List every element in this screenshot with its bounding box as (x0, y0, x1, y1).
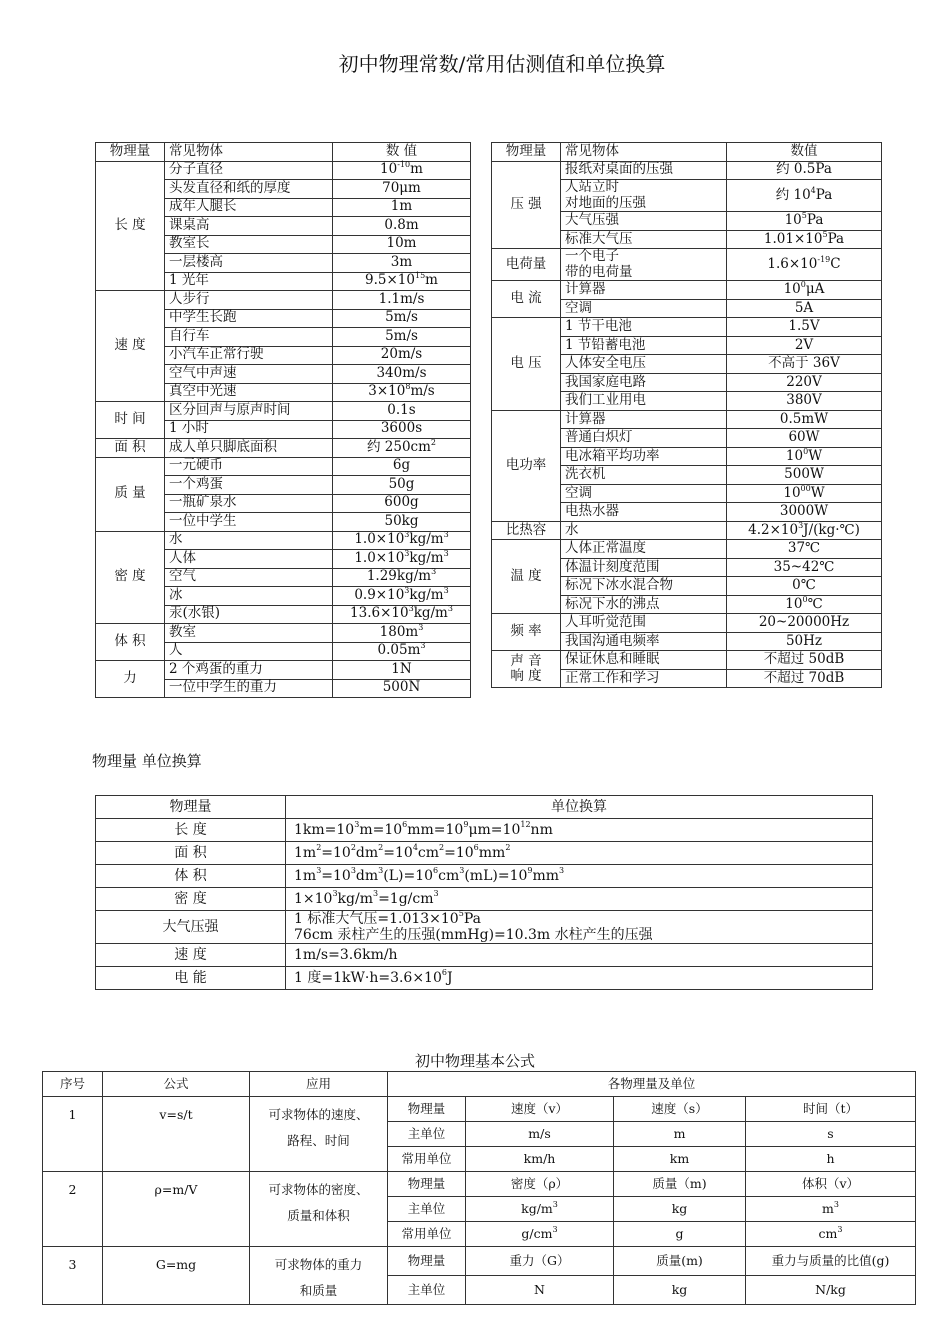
table-row (492, 161, 882, 180)
conversion-cell: $1km=10^3m=10^6mm=10^9\mu m=10^{12}nm$ (286, 819, 873, 842)
value-cell: $10^0℃$ (727, 595, 882, 614)
quantity-cell: 电 流 (492, 281, 561, 318)
unit-cell: 重力（G） (466, 1247, 614, 1276)
unit-cell: $m^3$ (746, 1197, 916, 1222)
table-row (96, 661, 471, 680)
unit-cell: km (614, 1147, 746, 1172)
estimates-table-left (95, 142, 471, 698)
value-cell: 1N (333, 661, 471, 680)
unit-cell: $cm^3$ (746, 1222, 916, 1247)
object-cell: 成人单只脚底面积 (165, 439, 333, 458)
table-row (96, 911, 873, 944)
table-row (492, 614, 882, 633)
estimates-table-right (491, 142, 882, 688)
value-cell: 3600s (333, 420, 471, 439)
object-cell: 保证休息和睡眠 (561, 651, 727, 670)
page-title: 初中物理常数/常用估测值和单位换算 (338, 52, 666, 76)
object-cell: 空调 (561, 484, 727, 503)
object-cell: 区分回声与原声时间 (165, 402, 333, 421)
object-cell: 空气中声速 (165, 365, 333, 384)
value-cell: 1.1m/s (333, 291, 471, 310)
table-row (492, 281, 882, 300)
value-cell: 20~20000Hz (727, 614, 882, 633)
object-cell: 计算器 (561, 410, 727, 429)
column-header: 各物理量及单位 (388, 1072, 916, 1097)
unit-cell: 速度（v） (466, 1097, 614, 1122)
object-cell: 水 (561, 521, 727, 540)
value-cell: $1.01\times 10^5Pa$ (727, 230, 882, 249)
unit-cell: 物理量 (388, 1247, 466, 1276)
table-row (96, 944, 873, 967)
quantity-cell: 温 度 (492, 540, 561, 614)
unit-cell: km/h (466, 1147, 614, 1172)
table-row (96, 457, 471, 476)
object-cell: 教室 (165, 624, 333, 643)
object-cell: 1 节干电池 (561, 318, 727, 337)
quantity-cell: 电 压 (492, 318, 561, 411)
column-header: 公式 (103, 1072, 250, 1097)
column-header: 物理量 (96, 143, 165, 162)
table-row (96, 531, 471, 550)
value-cell: 50g (333, 476, 471, 495)
object-cell: 自行车 (165, 328, 333, 347)
quantity-cell: 时 间 (96, 402, 165, 439)
value-cell: 0℃ (727, 577, 882, 596)
value-cell: $13.6\times 10^3kg/m^3$ (333, 605, 471, 624)
object-cell: 体温计刻度范围 (561, 558, 727, 577)
table-row (96, 819, 873, 842)
conversion-cell: 1 度$=1kW\cdot h=3.6\times 10^6J$ (286, 967, 873, 990)
object-cell: 教室长 (165, 235, 333, 254)
object-cell: 人体安全电压 (561, 355, 727, 374)
quantity-cell: 力 (96, 661, 165, 698)
object-cell: 一瓶矿泉水 (165, 494, 333, 513)
conversion-cell: $1m^3=10^3dm^3(L)=10^6cm^3(mL)=10^9mm^3$ (286, 865, 873, 888)
value-cell: 60W (727, 429, 882, 448)
quantity-cell: 电功率 (492, 410, 561, 521)
header-row (492, 143, 882, 162)
table-row (492, 410, 882, 429)
object-cell: 空调 (561, 299, 727, 318)
value-cell: $0.05m^3$ (333, 642, 471, 661)
value-cell: $1.0\times 10^3kg/m^3$ (333, 550, 471, 569)
formula-cell: G=mg (103, 1247, 250, 1305)
quantity-cell: 声 音 响 度 (492, 651, 561, 688)
value-cell: 5A (727, 299, 882, 318)
value-cell: 37℃ (727, 540, 882, 559)
object-cell: 一个电子 带的电荷量 (561, 249, 727, 281)
object-cell: 头发直径和纸的厚度 (165, 180, 333, 199)
unit-cell: N/kg (746, 1276, 916, 1305)
object-cell: 空气 (165, 568, 333, 587)
table-row (96, 967, 873, 990)
object-cell: 洗衣机 (561, 466, 727, 485)
value-cell: 35~42℃ (727, 558, 882, 577)
object-cell: 分子直径 (165, 161, 333, 180)
quantity-cell: 电 能 (96, 967, 286, 990)
unit-cell: 重力与质量的比值(g) (746, 1247, 916, 1276)
application-cell: 可求物体的重力 和质量 (250, 1247, 388, 1305)
value-cell: 220V (727, 373, 882, 392)
object-cell: 一层楼高 (165, 254, 333, 273)
value-cell: 约 $250cm^2$ (333, 439, 471, 458)
table-row (492, 651, 882, 670)
table-row (492, 540, 882, 559)
column-header: 单位换算 (286, 796, 873, 819)
value-cell: 0.5mW (727, 410, 882, 429)
object-cell: 一位中学生的重力 (165, 679, 333, 698)
quantity-cell: 频 率 (492, 614, 561, 651)
value-cell: 2V (727, 336, 882, 355)
table-row (96, 865, 873, 888)
value-cell: 约 $10^4Pa$ (727, 180, 882, 212)
object-cell: 2 个鸡蛋的重力 (165, 661, 333, 680)
unit-cell: kg (614, 1197, 746, 1222)
header-row (96, 796, 873, 819)
object-cell: 汞(水银) (165, 605, 333, 624)
column-header: 物理量 (96, 796, 286, 819)
value-cell: 5m/s (333, 309, 471, 328)
unit-cell: 主单位 (388, 1197, 466, 1222)
quantity-cell: 体 积 (96, 865, 286, 888)
quantity-cell: 压 强 (492, 161, 561, 249)
column-header: 数值 (727, 143, 882, 162)
value-cell: $10^{-10}m$ (333, 161, 471, 180)
unit-cell: 质量（m) (614, 1172, 746, 1197)
unit-cell: $kg/m^3$ (466, 1197, 614, 1222)
object-cell: 人体正常温度 (561, 540, 727, 559)
value-cell: $1.6\times 10^{-19}C$ (727, 249, 882, 281)
column-header: 常见物体 (165, 143, 333, 162)
column-header: 序号 (43, 1072, 103, 1097)
value-cell: 340m/s (333, 365, 471, 384)
unit-cell: 常用单位 (388, 1222, 466, 1247)
object-cell: 小汽车正常行驶 (165, 346, 333, 365)
unit-cell: 速度（s） (614, 1097, 746, 1122)
object-cell: 一位中学生 (165, 513, 333, 532)
unit-conversion-heading: 物理量 单位换算 (92, 752, 202, 770)
table-row (96, 842, 873, 865)
value-cell: 500W (727, 466, 882, 485)
value-cell: 20m/s (333, 346, 471, 365)
object-cell: 标况下水的沸点 (561, 595, 727, 614)
unit-cell: $g/cm^3$ (466, 1222, 614, 1247)
table-row (492, 521, 882, 540)
quantity-cell: 速 度 (96, 944, 286, 967)
value-cell: 3m (333, 254, 471, 273)
quantity-cell: 密 度 (96, 888, 286, 911)
application-cell: 可求物体的速度、 路程、时间 (250, 1097, 388, 1172)
unit-cell: g (614, 1222, 746, 1247)
object-cell: 冰 (165, 587, 333, 606)
value-cell: 50kg (333, 513, 471, 532)
object-cell: 我们工业用电 (561, 392, 727, 411)
value-cell: 0.1s (333, 402, 471, 421)
object-cell: 大气压强 (561, 212, 727, 231)
quantity-cell: 比热容 (492, 521, 561, 540)
object-cell: 我国沟通电频率 (561, 632, 727, 651)
object-cell: 我国家庭电路 (561, 373, 727, 392)
value-cell: $4.2\times 10^3J/(kg\cdot℃)$ (727, 521, 882, 540)
quantity-cell: 面 积 (96, 439, 165, 458)
application-cell: 可求物体的密度、 质量和体积 (250, 1172, 388, 1247)
unit-cell: m (614, 1122, 746, 1147)
unit-cell: h (746, 1147, 916, 1172)
formula-cell: ρ=m/V (103, 1172, 250, 1247)
object-cell: 电热水器 (561, 503, 727, 522)
unit-cell: 主单位 (388, 1122, 466, 1147)
object-cell: 中学生长跑 (165, 309, 333, 328)
object-cell: 报纸对桌面的压强 (561, 161, 727, 180)
quantity-cell: 电荷量 (492, 249, 561, 281)
unit-cell: s (746, 1122, 916, 1147)
unit-cell: m/s (466, 1122, 614, 1147)
object-cell: 成年人腿长 (165, 198, 333, 217)
object-cell: 人体 (165, 550, 333, 569)
column-header: 常见物体 (561, 143, 727, 162)
unit-cell: 体积（v） (746, 1172, 916, 1197)
conversion-cell: 1m/s=3.6km/h (286, 944, 873, 967)
object-cell: 人 (165, 642, 333, 661)
value-cell: $10^5Pa$ (727, 212, 882, 231)
header-row (43, 1072, 916, 1097)
value-cell: 380V (727, 392, 882, 411)
table-row (43, 1172, 916, 1197)
value-cell: 10m (333, 235, 471, 254)
object-cell: 一元硬币 (165, 457, 333, 476)
unit-cell: 常用单位 (388, 1147, 466, 1172)
column-header: 物理量 (492, 143, 561, 162)
table-row (96, 402, 471, 421)
table-row (492, 318, 882, 337)
formula-cell: v=s/t (103, 1097, 250, 1172)
unit-cell: 时间（t） (746, 1097, 916, 1122)
value-cell: 1m (333, 198, 471, 217)
unit-cell: 物理量 (388, 1097, 466, 1122)
value-cell: 约 0.5Pa (727, 161, 882, 180)
object-cell: 电冰箱平均功率 (561, 447, 727, 466)
object-cell: 1 节铅蓄电池 (561, 336, 727, 355)
object-cell: 人站立时 对地面的压强 (561, 180, 727, 212)
table-row (96, 888, 873, 911)
value-cell: $0.9\times 10^3kg/m^3$ (333, 587, 471, 606)
value-cell: 500N (333, 679, 471, 698)
object-cell: 计算器 (561, 281, 727, 300)
table-row (96, 161, 471, 180)
value-cell: 0.8m (333, 217, 471, 236)
unit-cell: 质量(m) (614, 1247, 746, 1276)
table-row (492, 249, 882, 281)
object-cell: 一个鸡蛋 (165, 476, 333, 495)
value-cell: 600g (333, 494, 471, 513)
quantity-cell: 长 度 (96, 819, 286, 842)
value-cell: 1.5V (727, 318, 882, 337)
value-cell: $180m^3$ (333, 624, 471, 643)
unit-cell: kg (614, 1276, 746, 1305)
table-row (96, 624, 471, 643)
quantity-cell: 体 积 (96, 624, 165, 661)
object-cell: 标准大气压 (561, 230, 727, 249)
object-cell: 人耳听觉范围 (561, 614, 727, 633)
value-cell: 50Hz (727, 632, 882, 651)
quantity-cell: 面 积 (96, 842, 286, 865)
value-cell: 不超过 70dB (727, 669, 882, 688)
conversion-cell: $1\times 10^3kg/m^3=1g/cm^3$ (286, 888, 873, 911)
quantity-cell: 长 度 (96, 161, 165, 291)
object-cell: 普通白炽灯 (561, 429, 727, 448)
row-number: 1 (43, 1097, 103, 1172)
table-row (96, 291, 471, 310)
unit-conversion-table (95, 795, 873, 990)
column-header: 应用 (250, 1072, 388, 1097)
object-cell: 标况下冰水混合物 (561, 577, 727, 596)
value-cell: $1.0\times 10^3kg/m^3$ (333, 531, 471, 550)
row-number: 2 (43, 1172, 103, 1247)
object-cell: 人步行 (165, 291, 333, 310)
value-cell: $9.5\times 10^{15}m$ (333, 272, 471, 291)
value-cell: 不高于 36V (727, 355, 882, 374)
unit-cell: 物理量 (388, 1172, 466, 1197)
unit-cell: 密度（ρ） (466, 1172, 614, 1197)
object-cell: 1 小时 (165, 420, 333, 439)
value-cell: 70μm (333, 180, 471, 199)
object-cell: 水 (165, 531, 333, 550)
column-header: 数 值 (333, 143, 471, 162)
quantity-cell: 质 量 (96, 457, 165, 531)
value-cell: 3000W (727, 503, 882, 522)
conversion-cell: 1 标准大气压$=1.013\times 10^5Pa$ 76cm 汞柱产生的压强(mmHg)=10.3m 水柱产生的压强 (286, 911, 873, 944)
formula-table (42, 1071, 916, 1305)
header-row (96, 143, 471, 162)
object-cell: 课桌高 (165, 217, 333, 236)
value-cell: $10^0\mu A$ (727, 281, 882, 300)
unit-cell: N (466, 1276, 614, 1305)
table-row (96, 439, 471, 458)
table-row (43, 1097, 916, 1122)
object-cell: 正常工作和学习 (561, 669, 727, 688)
object-cell: 1 光年 (165, 272, 333, 291)
quantity-cell: 大气压强 (96, 911, 286, 944)
row-number: 3 (43, 1247, 103, 1305)
quantity-cell: 密 度 (96, 531, 165, 624)
value-cell: $1.29kg/m^3$ (333, 568, 471, 587)
unit-cell: 主单位 (388, 1276, 466, 1305)
conversion-cell: $1m^2=10^2dm^2=10^4cm^2=10^6mm^2$ (286, 842, 873, 865)
value-cell: 6g (333, 457, 471, 476)
value-cell: 不超过 50dB (727, 651, 882, 670)
formula-heading: 初中物理基本公式 (414, 1052, 535, 1070)
quantity-cell: 速 度 (96, 291, 165, 402)
value-cell: 5m/s (333, 328, 471, 347)
value-cell: $3\times 10^8m/s$ (333, 383, 471, 402)
object-cell: 真空中光速 (165, 383, 333, 402)
value-cell: $10^0W$ (727, 447, 882, 466)
table-row (43, 1247, 916, 1276)
value-cell: $10^{00}W$ (727, 484, 882, 503)
